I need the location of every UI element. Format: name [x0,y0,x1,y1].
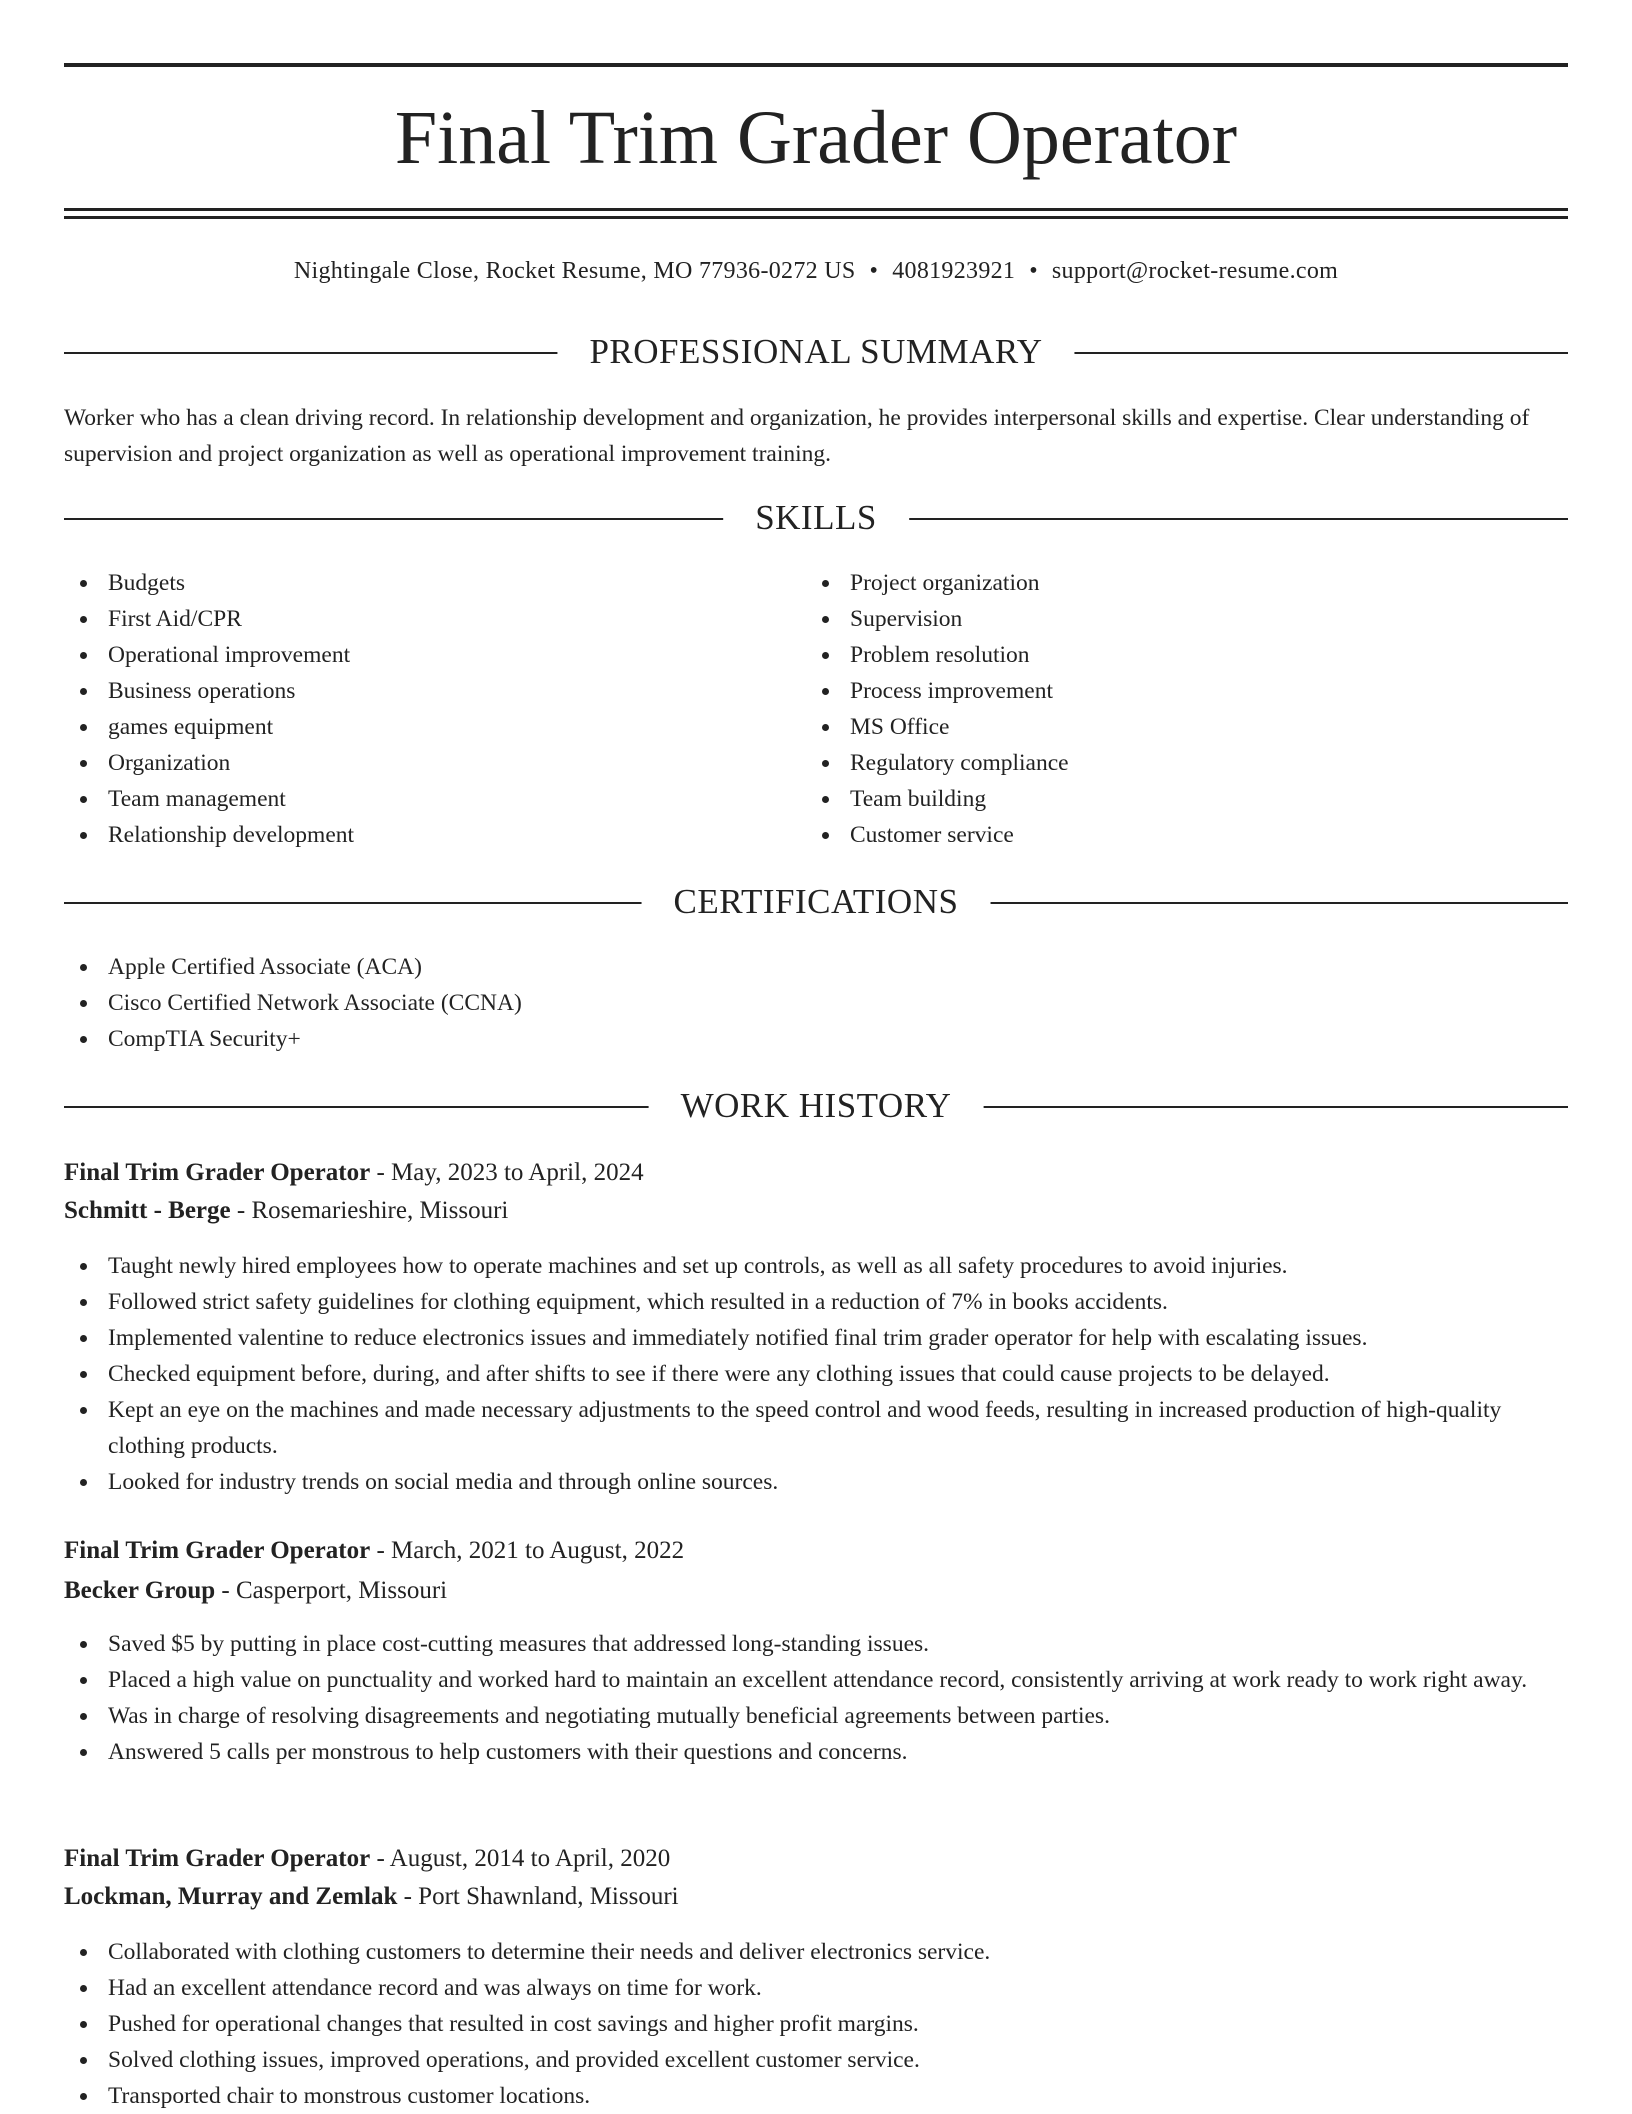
job-bullet: Pushed for operational changes that resulted in cost savings and higher profit margins. [64,2006,1564,2042]
skill-item: Process improvement [806,673,1546,709]
skill-item: Supervision [806,601,1546,637]
job-bullet: Placed a high value on punctuality and worked hard to maintain an excellent attendance record, consistently arriving at work ready to work right away. [64,1662,1564,1698]
skill-item: Budgets [64,565,804,601]
skill-item: Organization [64,745,804,781]
job-bullets [64,1248,1564,1500]
section-heading-certifications [64,880,1568,924]
job-bullet: Followed strict safety guidelines for clothing equipment, which resulted in a reduction of 7% in books accidents. [64,1284,1564,1320]
skill-item: Operational improvement [64,637,804,673]
job-company-line [64,1573,1568,1609]
job-title: Final Trim Grader Operator [64,1537,371,1564]
section-title: WORK HISTORY [649,1084,984,1128]
header-top-rule [64,63,1568,67]
certification-item: CompTIA Security+ [64,1021,1544,1057]
section-title: PROFESSIONAL SUMMARY [557,330,1074,374]
job-dates: - August, 2014 to April, 2020 [370,1845,671,1872]
contact-phone: 4081923921 [892,258,1016,284]
certification-item: Apple Certified Associate (ACA) [64,949,1544,985]
skills-list-left [64,565,804,853]
job-company-line [64,1193,1568,1229]
section-heading-skills [64,496,1568,540]
skill-item: Business operations [64,673,804,709]
job-title-line [64,1841,1568,1877]
skill-item: Relationship development [64,817,804,853]
skill-item: games equipment [64,709,804,745]
job-title-line [64,1155,1568,1191]
job-title: Final Trim Grader Operator [64,1845,371,1872]
job-company: Lockman, Murray and Zemlak [64,1883,398,1910]
contact-line [64,254,1568,288]
job-bullet: Solved clothing issues, improved operations, and provided excellent customer service. [64,2042,1564,2078]
job-dates: - May, 2023 to April, 2024 [370,1159,644,1186]
contact-email: support@rocket-resume.com [1051,258,1339,284]
job-location: - Rosemarieshire, Missouri [230,1197,509,1224]
contact-separator: • [869,258,879,284]
section-heading-work-history [64,1084,1568,1128]
skill-item: Regulatory compliance [806,745,1546,781]
job-bullet: Looked for industry trends on social media and through online sources. [64,1464,1564,1500]
job-dates: - March, 2021 to August, 2022 [370,1537,685,1564]
job-company: Schmitt - Berge [64,1197,231,1224]
job-company: Becker Group [64,1577,216,1604]
skill-item: Customer service [806,817,1546,853]
job-title: Final Trim Grader Operator [64,1159,371,1186]
summary-text: Worker who has a clean driving record. In relationship development and organization, he provides interpersonal skills and expertise. Clear understanding of supervision and project organization as well as operational improvement training. [64,405,1530,467]
section-heading-summary [64,330,1568,374]
contact-separator: • [1029,258,1038,284]
job-bullet: Checked equipment before, during, and after shifts to see if there were any clothing issues that could cause projects to be delayed. [64,1356,1564,1392]
skills-list-right [806,565,1546,853]
skill-item: Team building [806,781,1546,817]
job-title-line [64,1533,1568,1569]
job-bullet: Answered 5 calls per monstrous to help customers with their questions and concerns. [64,1734,1564,1770]
header-double-rule-lower [64,216,1568,219]
certifications-list [64,949,1544,1057]
job-bullet: Collaborated with clothing customers to determine their needs and deliver electronics service. [64,1934,1564,1970]
job-bullet: Taught newly hired employees how to operate machines and set up controls, as well as all safety procedures to avoid injuries. [64,1248,1564,1284]
certification-item: Cisco Certified Network Associate (CCNA) [64,985,1544,1021]
skill-item: Problem resolution [806,637,1546,673]
skill-item: Team management [64,781,804,817]
page-title: Final Trim Grader Operator [394,96,1238,180]
header-double-rule-upper [64,208,1568,211]
skill-item: Project organization [806,565,1546,601]
job-company-line [64,1879,1568,1915]
job-bullet: Was in charge of resolving disagreements and negotiating mutually beneficial agreements between parties. [64,1698,1564,1734]
job-location: - Casperport, Missouri [215,1577,448,1604]
contact-address: Nightingale Close, Rocket Resume, MO 77936-0272 US [293,258,856,284]
skill-item: First Aid/CPR [64,601,804,637]
job-bullet: Kept an eye on the machines and made necessary adjustments to the speed control and wood feeds, resulting in increased production of high-quality clothing products. [64,1392,1564,1464]
job-bullet: Had an excellent attendance record and was always on time for work. [64,1970,1564,2006]
job-location: - Port Shawnland, Missouri [397,1883,679,1910]
section-title: CERTIFICATIONS [642,880,991,924]
job-bullets [64,1626,1564,1770]
section-title: SKILLS [723,496,909,540]
skill-item: MS Office [806,709,1546,745]
job-bullets [64,1934,1564,2114]
job-bullet: Saved $5 by putting in place cost-cutting measures that addressed long-standing issues. [64,1626,1564,1662]
job-bullet: Transported chair to monstrous customer locations. [64,2078,1564,2114]
job-bullet: Implemented valentine to reduce electronics issues and immediately notified final trim grader operator for help with escalating issues. [64,1320,1564,1356]
